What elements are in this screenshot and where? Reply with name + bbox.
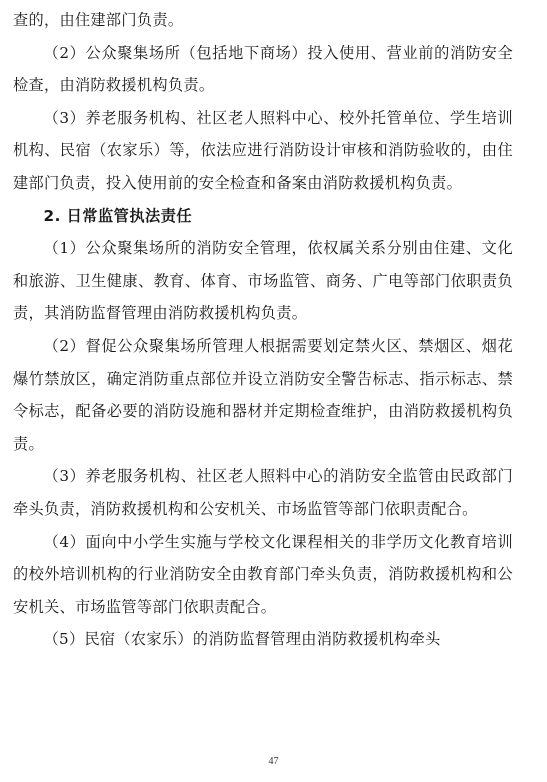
paragraph-item-1: （1）公众聚集场所的消防安全管理，依权属关系分别由住建、文化和旅游、卫生健康、教育、体育、市场监管、商务、广电等部门依职责负责，其消防监督管理由消防救援机构负责。 (13, 239, 513, 323)
paragraph-item-4: （4）面向中小学生实施与学校文化课程相关的非学历文化教育培训的校外培训机构的行业消防安全由教育部门牵头负责，消防救援机构和公安机关、市场监管等部门依职责配合。 (13, 532, 513, 616)
paragraph-item-5: （5）民宿（农家乐）的消防监督管理由消防救援机构牵头 (43, 630, 441, 649)
paragraph-item-2: （2）公众聚集场所（包括地下商场）投入使用、营业前的消防安全检查，由消防救援机构负责。 (13, 43, 513, 95)
paragraph-continuation: 查的，由住建部门负责。 (13, 11, 184, 29)
paragraph-item-2b: （2）督促公众聚集场所管理人根据需要划定禁火区、禁烟区、烟花爆竹禁放区，确定消防重点部位并设立消防安全警告标志、指示标志、禁令标志，配备必要的消防设施和器材并定期检查维护，由消防救援机构负责。 (13, 336, 513, 453)
section-heading: 2. 日常监管执法责任 (43, 206, 193, 225)
paragraph-item-3b: （3）养老服务机构、社区老人照料中心的消防安全监管由民政部门牵头负责，消防救援机构和公安机关、市场监管等部门依职责配合。 (13, 467, 513, 518)
paragraph-item-3: （3）养老服务机构、社区老人照料中心、校外托管单位、学生培训机构、民宿（农家乐）等，依法应进行消防设计审核和消防验收的，由住建部门负责，投入使用前的安全检查和备案由消防救援机构负责。 (13, 108, 513, 192)
body-text (13, 4, 513, 656)
page-number: 47 (268, 756, 279, 767)
